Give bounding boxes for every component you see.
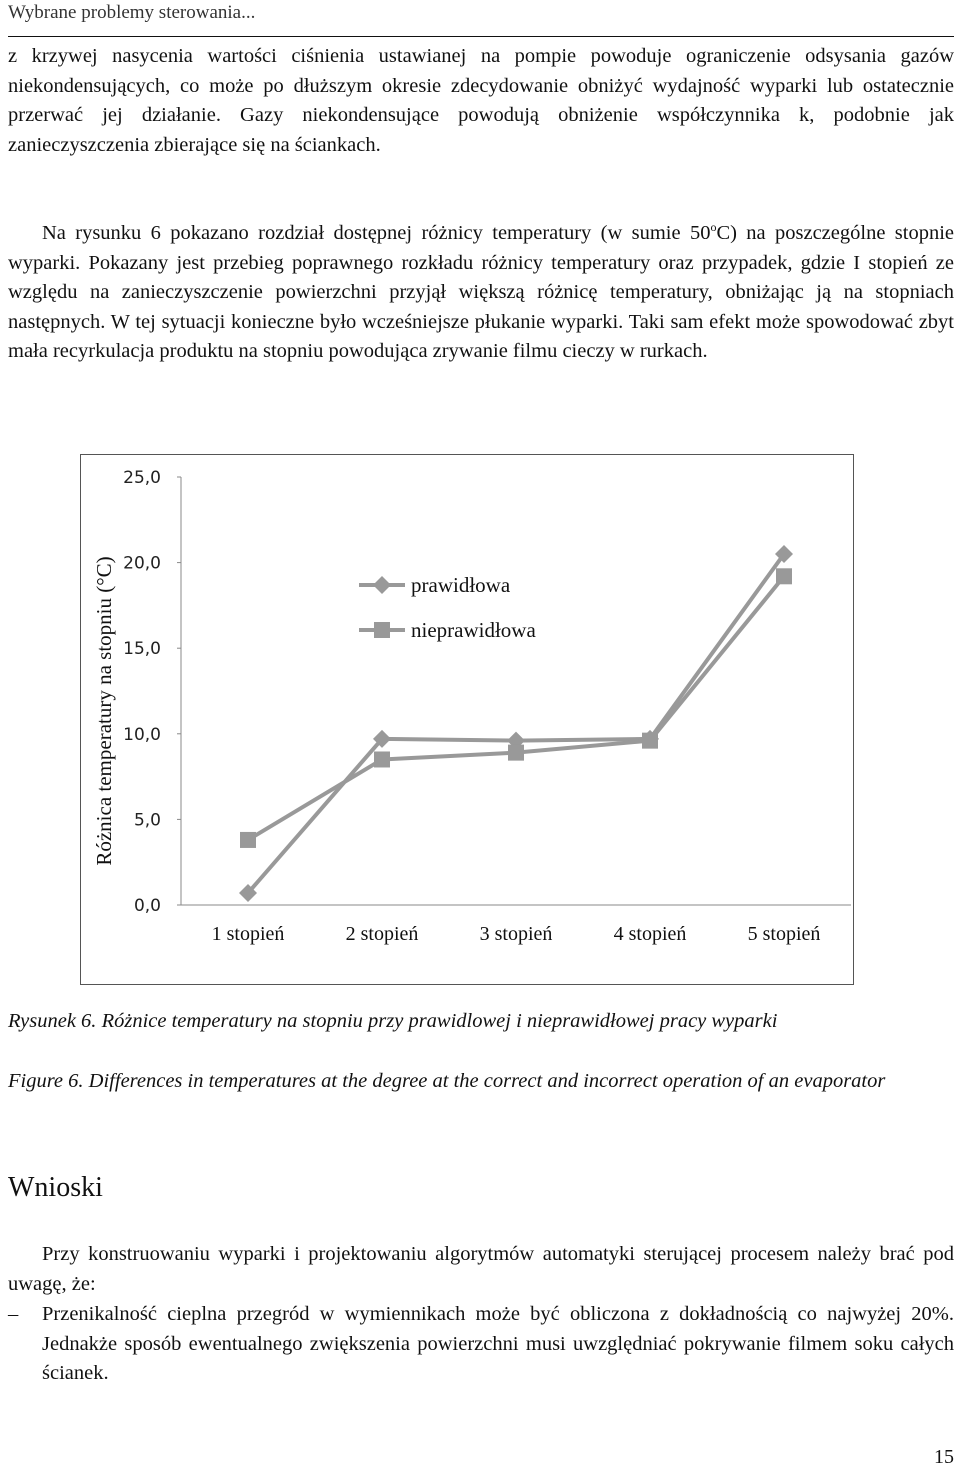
y-axis-title: Różnica temperatury na stopniu (°C): [92, 556, 116, 866]
section-heading: Wnioski: [8, 1172, 103, 1203]
legend-label: nieprawidłowa: [411, 618, 536, 642]
data-point: [776, 568, 792, 584]
data-point: [240, 832, 256, 848]
list-dash: –: [8, 1303, 19, 1325]
x-tick-label: 4 stopień: [613, 923, 687, 945]
data-point: [642, 733, 658, 749]
paragraph-2-text-a: Na rysunku 6 pokazano rozdział dostępnej różnicy temperatury (w sumie 50: [42, 222, 711, 244]
legend-marker: [374, 622, 390, 638]
list-item-text: Przenikalność cieplna przegród w wymiennikach może być obliczona z dokładnością co najwyżej 20%. Jednakże sposób ewentualnego zwiększenia powierzchni musi uwzględniać pokrywanie filmem soku całych ścianek.: [42, 1303, 954, 1384]
page-number: 15: [934, 1446, 954, 1468]
figure-caption-pl: [8, 1006, 954, 1036]
y-tick-label: 0,0: [133, 896, 161, 916]
y-tick-label: 20,0: [123, 553, 161, 574]
figure-caption-en: [8, 1066, 954, 1096]
running-title: Wybrane problemy sterowania...: [8, 2, 256, 23]
conclusions-intro: Przy konstruowaniu wyparki i projektowaniu algorytmów automatyki sterującej procesem należy brać pod uwagę, że:: [8, 1243, 954, 1295]
x-tick-label: 3 stopień: [479, 923, 553, 945]
paragraph-2-text-b: C) na poszczególne stopnie wyparki. Pokazany jest przebieg poprawnego rozkładu różnicy temperatury oraz przypadek, gdzie I stopień ze względu na zanieczyszczenie powierzchni przyjął większą różnicę temperatury, obniżając ją na stopniach następnych. W tej sytuacji konieczne było wcześniejsze płukanie wyparki. Taki sam efekt może spowodować zbyt mała recyrkulacja produktu na stopniu powodująca zrywanie filmu cieczy w rurkach.: [8, 222, 954, 362]
header-rule: [8, 36, 954, 37]
line-chart: [81, 455, 852, 983]
y-tick-label: 10,0: [123, 724, 161, 745]
legend-marker: [373, 576, 391, 594]
data-point: [508, 745, 524, 761]
legend-label: prawidłowa: [411, 573, 511, 597]
paragraph-2: [8, 219, 954, 367]
y-tick-label: 5,0: [133, 810, 161, 831]
x-tick-label: 1 stopień: [211, 923, 285, 945]
chart-frame: [80, 454, 854, 985]
y-tick-label: 25,0: [123, 468, 161, 488]
data-point: [374, 751, 390, 767]
list-item: [8, 1300, 954, 1389]
x-tick-label: 5 stopień: [747, 923, 821, 945]
degree-superscript: o: [710, 220, 717, 235]
paragraph-1: z krzywej nasycenia wartości ciśnienia ustawianej na pompie powoduje ograniczenie odsysania gazów niekondensujących, co może po dłuższym okresie zdecydowanie obniżyć wydajność wyparki lub ostatecznie przerwać jej działanie. Gazy niekondensujące powodują obniżenie współczynnika k, podobnie jak zanieczyszczenia zbierające się na ściankach.: [8, 45, 954, 156]
caption-en-label: Figure 6.: [8, 1070, 84, 1092]
y-tick-label: 15,0: [123, 639, 161, 660]
caption-en-text: Differences in temperatures at the degree at the correct and incorrect operation of an evaporator: [88, 1070, 886, 1092]
x-tick-label: 2 stopień: [345, 923, 419, 945]
series-line-1: [248, 554, 784, 893]
caption-pl-text: Różnice temperatury na stopniu przy prawidlowej i nieprawidłowej pracy wyparki: [101, 1010, 778, 1032]
caption-pl-label: Rysunek 6.: [8, 1010, 97, 1032]
